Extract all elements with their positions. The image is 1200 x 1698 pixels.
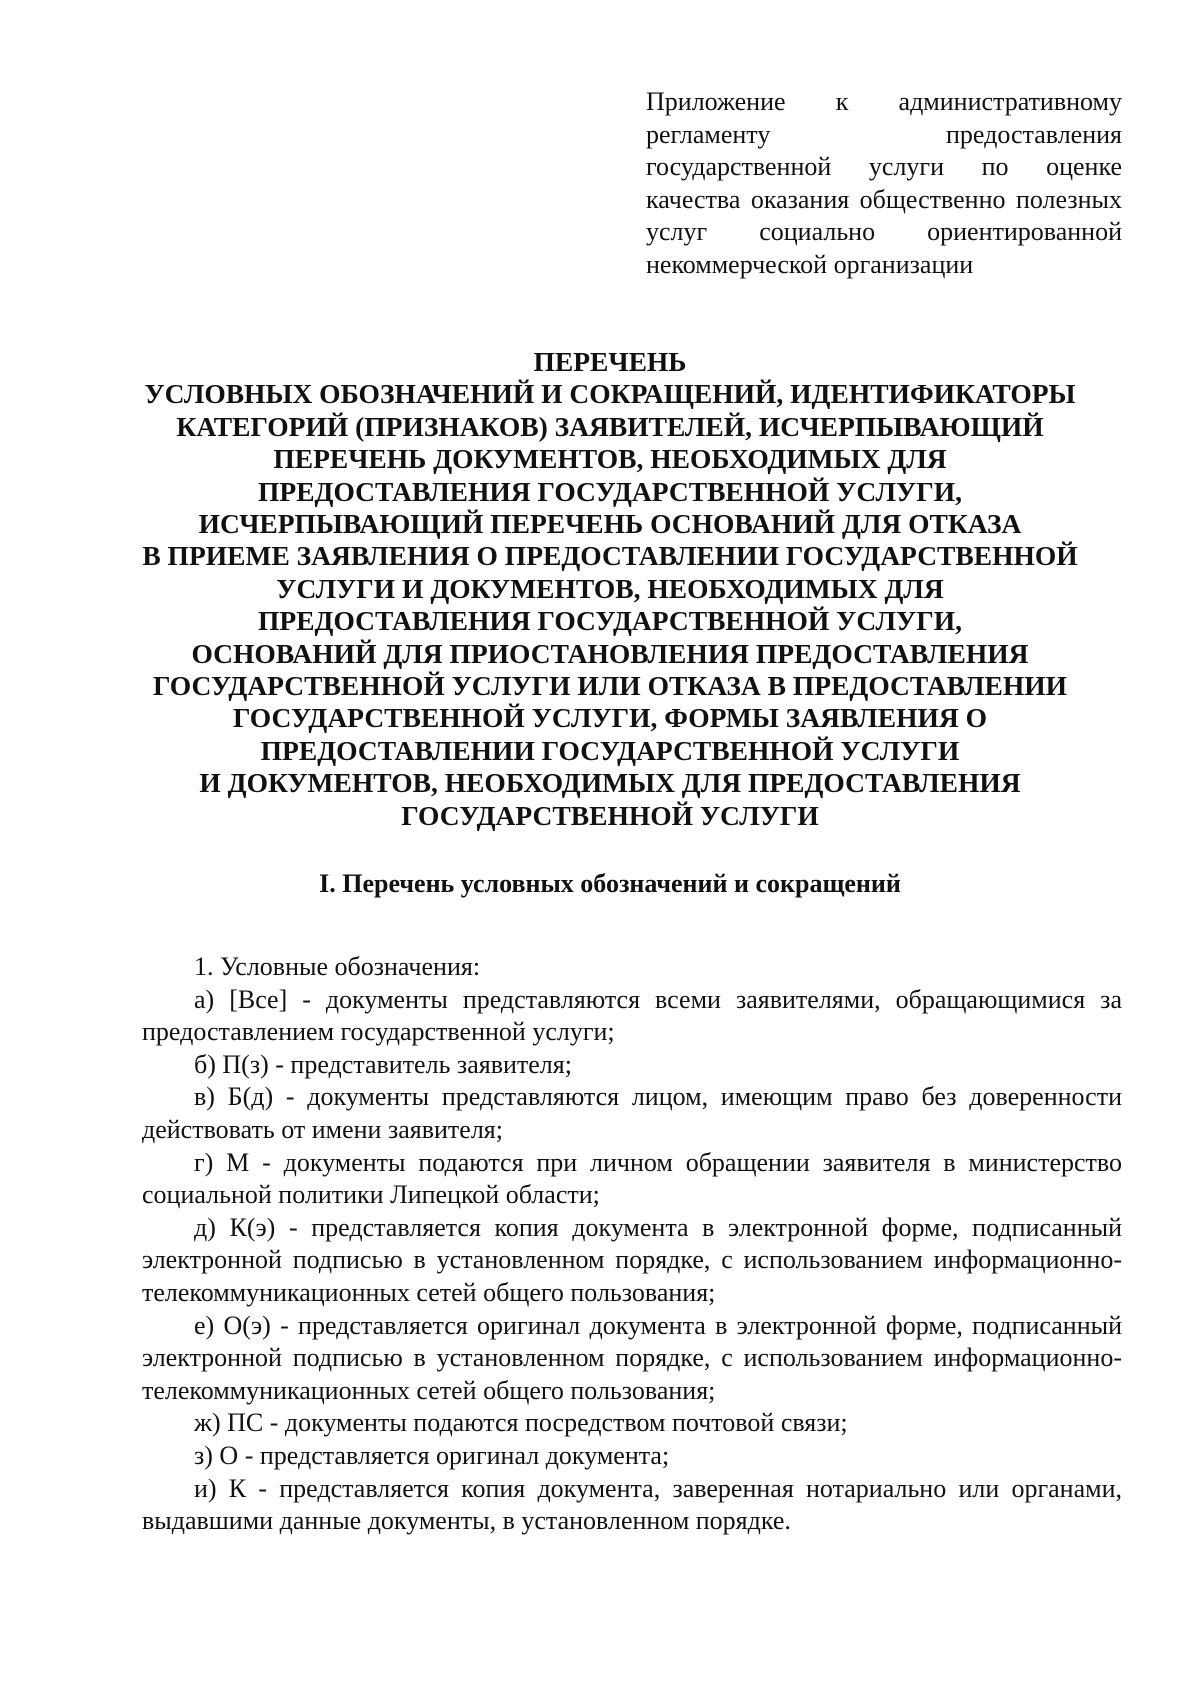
title-line: ПРЕДОСТАВЛЕНИЯ ГОСУДАРСТВЕННОЙ УСЛУГИ, [258,605,962,637]
document-body [142,951,1122,1538]
body-paragraph: д) К(э) - представляется копия документа в электронной форме, подписанный электронной подписью в установленном порядке, с использованием информационно-телекоммуникационных сетей общего пользования; [142,1212,1122,1307]
body-paragraph: г) М - документы подаются при личном обращении заявителя в министерство социальной политики Липецкой области; [142,1147,1122,1210]
body-paragraph: б) П(з) - представитель заявителя; [194,1049,572,1079]
title-line: ГОСУДАРСТВЕННОЙ УСЛУГИ, ФОРМЫ ЗАЯВЛЕНИЯ О [232,702,988,734]
title-line: УСЛОВНЫХ ОБОЗНАЧЕНИЙ И СОКРАЩЕНИЙ, ИДЕНТИФИКАТОРЫ [144,378,1076,410]
title-line: ГОСУДАРСТВЕННОЙ УСЛУГИ ИЛИ ОТКАЗА В ПРЕДОСТАВЛЕНИИ [152,670,1068,702]
section-heading: I. Перечень условных обозначений и сокращений [319,869,901,898]
body-paragraph: а) [Все] - документы представляются всеми заявителями, обращающимися за предоставлением государственной услуги; [142,984,1122,1047]
title-line: ИСЧЕРПЫВАЮЩИЙ ПЕРЕЧЕНЬ ОСНОВАНИЙ ДЛЯ ОТКАЗА [198,508,1022,540]
title-line: И ДОКУМЕНТОВ, НЕОБХОДИМЫХ ДЛЯ ПРЕДОСТАВЛЕНИЯ [199,767,1021,799]
title-line: ГОСУДАРСТВЕННОЙ УСЛУГИ [401,799,819,831]
title-line: ПРЕДОСТАВЛЕНИИ ГОСУДАРСТВЕННОЙ УСЛУГИ [260,734,960,766]
body-paragraph: в) Б(д) - документы представляются лицом, имеющим право без доверенности действовать от имени заявителя; [142,1082,1122,1144]
title-line: ПЕРЕЧЕНЬ [533,346,687,377]
document-title [110,346,1110,832]
body-paragraph: е) О(э) - представляется оригинал документа в электронной форме, подписанный электронной подписью в установленном порядке, с использованием информационно-телекоммуникационных сетей общего пользования; [142,1310,1122,1405]
title-line: КАТЕГОРИЙ (ПРИЗНАКОВ) ЗАЯВИТЕЛЕЙ, ИСЧЕРПЫВАЮЩИЙ [176,410,1044,442]
title-line: УСЛУГИ И ДОКУМЕНТОВ, НЕОБХОДИМЫХ ДЛЯ [276,572,944,604]
title-line: ПЕРЕЧЕНЬ ДОКУМЕНТОВ, НЕОБХОДИМЫХ ДЛЯ [273,443,947,475]
title-line: В ПРИЕМЕ ЗАЯВЛЕНИЯ О ПРЕДОСТАВЛЕНИИ ГОСУДАРСТВЕННОЙ [142,540,1078,572]
body-paragraph: 1. Условные обозначения: [194,952,481,981]
body-paragraph: ж) ПС - документы подаются посредством почтовой связи; [194,1408,848,1438]
title-line: ОСНОВАНИЙ ДЛЯ ПРИОСТАНОВЛЕНИЯ ПРЕДОСТАВЛЕНИЯ [191,637,1029,669]
body-paragraph: з) О - представляется оригинал документа; [194,1440,670,1470]
title-line: ПРЕДОСТАВЛЕНИЯ ГОСУДАРСТВЕННОЙ УСЛУГИ, [258,475,962,507]
body-paragraph: и) К - представляется копия документа, заверенная нотариально или органами, выдавшими данные документы, в установленном порядке. [142,1473,1122,1536]
annex-note: Приложение к административному регламенту предоставления государственной услуги по оценке качества оказания общественно полезных услуг социально ориентированной некоммерческой организации [646,87,1122,279]
